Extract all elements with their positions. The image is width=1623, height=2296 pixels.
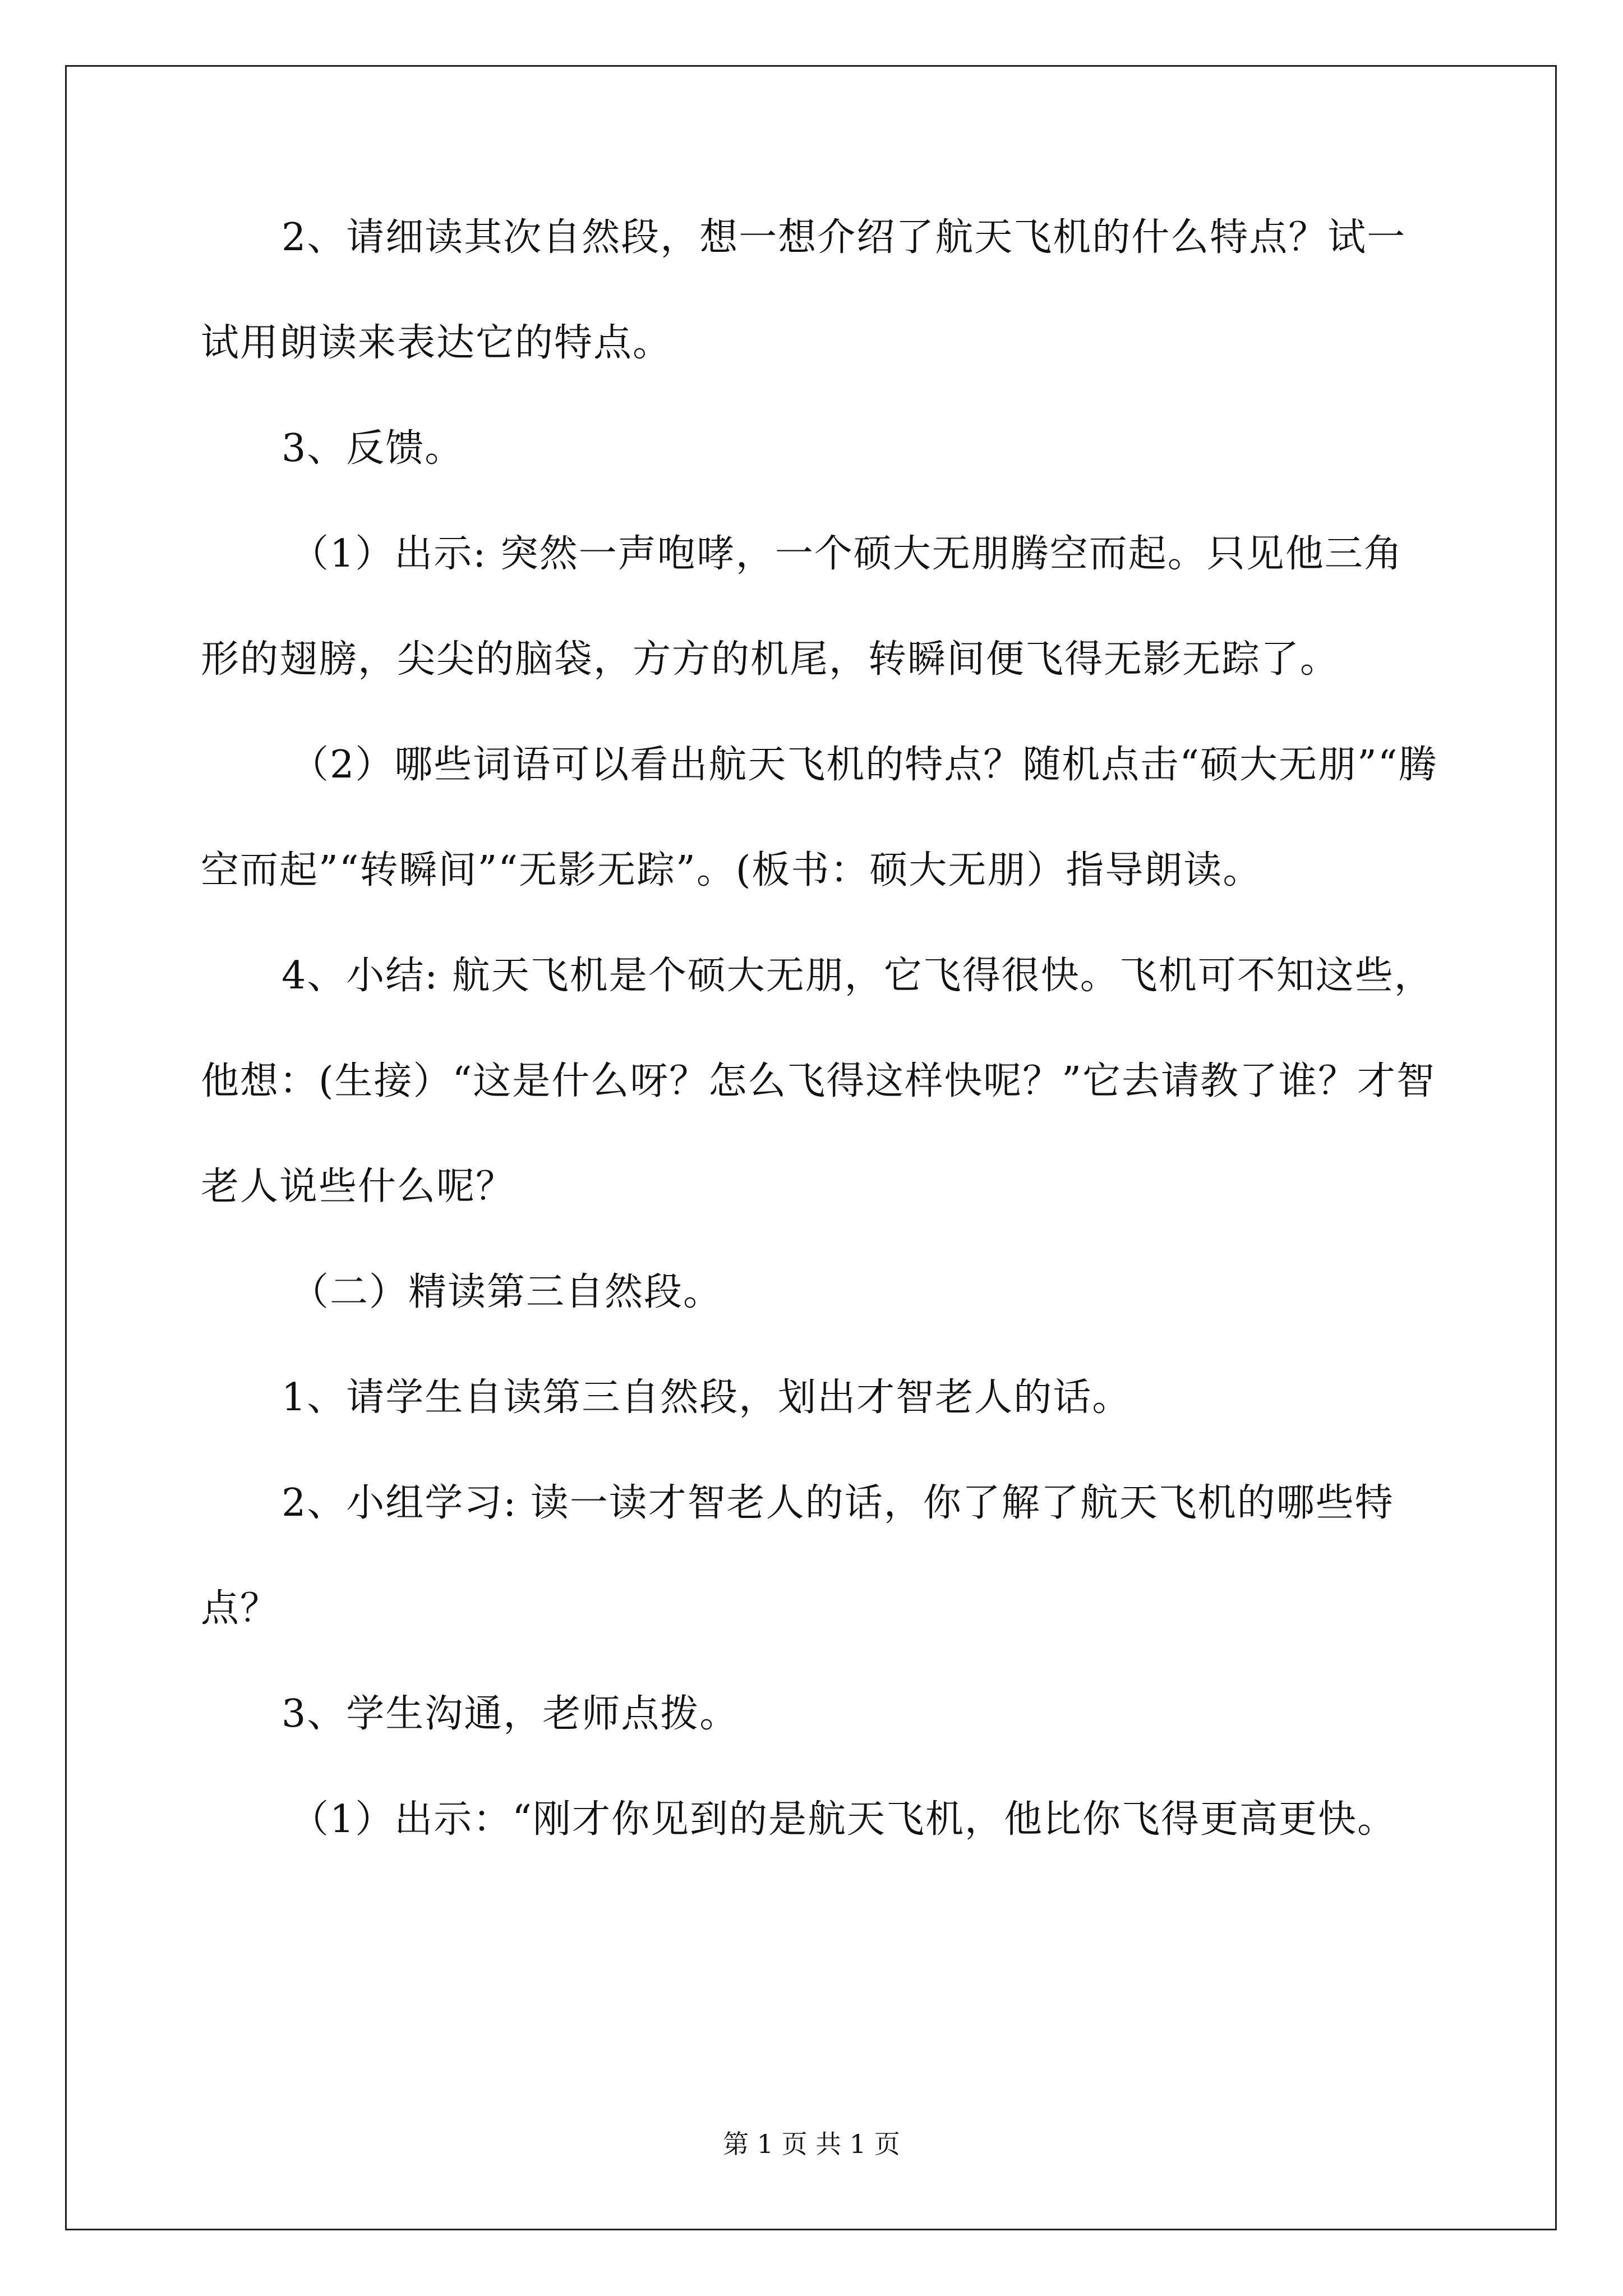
paragraph: （1）出示: 突然一声咆哮，一个硕大无朋腾空而起。只见他三角形的翅膀，尖尖的脑袋，方方的机尾，转瞬间便飞得无影无踪了。: [201, 532, 1403, 682]
paragraph: （1）出示：“刚才你见到的是航天飞机，他比你飞得更高更快。: [291, 1797, 1397, 1842]
document-body: [201, 185, 1440, 1872]
paragraph: 3、学生沟通，老师点拨。: [282, 1692, 739, 1736]
paragraph: 4、小结: 航天飞机是个硕大无朋，它飞得很快。飞机可不知这些，他想：(生接）“这是什么呀？怎么飞得这样快呢？”它去请教了谁？才智老人说些什么呢？: [201, 954, 1436, 1209]
paragraph: （2）哪些词语可以看出航天飞机的特点？随机点击“硕大无朋”“腾空而起”“转瞬间”“无影无踪”。(板书：硕大无朋）指导朗读。: [201, 743, 1438, 892]
page-footer: 第 1 页 共 1 页: [723, 2129, 900, 2159]
paragraph: 1、请学生自读第三自然段，划出才智老人的话。: [282, 1375, 1132, 1420]
paragraph: 2、请细读其次自然段，想一想介绍了航天飞机的什么特点？试一试用朗读来表达它的特点。: [201, 215, 1407, 365]
paragraph: 2、小组学习: 读一读才智老人的话，你了解了航天飞机的哪些特点？: [201, 1481, 1394, 1631]
paragraph: 3、反馈。: [282, 426, 464, 471]
paragraph: （二）精读第三自然段。: [291, 1270, 723, 1314]
